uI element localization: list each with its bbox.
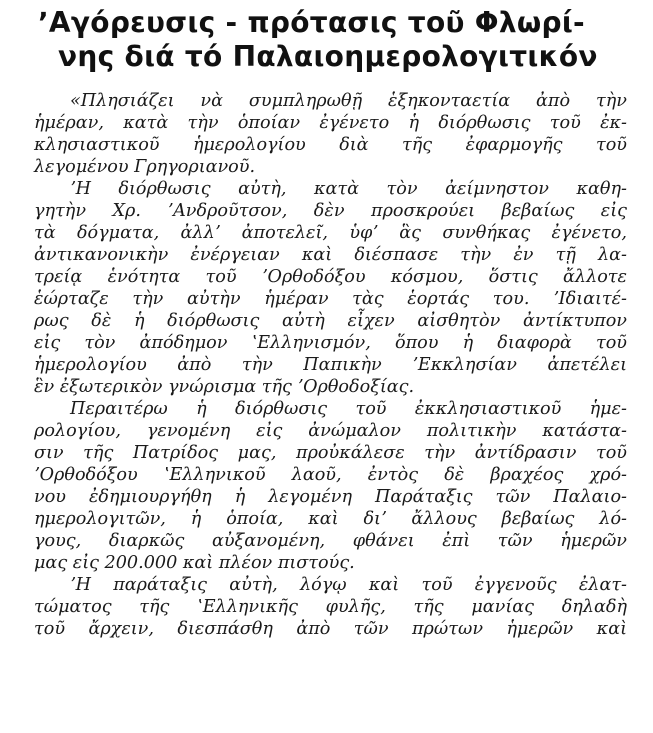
text-line: ἀντικανονικὴν ἐνέργειαν καὶ διέσπασε τὴν ἐν τῇ λα- bbox=[34, 245, 627, 265]
text-line: Περαιτέρω ἡ διόρθωσις τοῦ ἐκκλησιαστικοῦ ἡμε- bbox=[70, 399, 627, 419]
text-line: κλησιαστικοῦ ἡμερολογίου διὰ τῆς ἐφαρμογῆς τοῦ bbox=[34, 135, 627, 155]
text-line: ἡμερολογίου ἀπὸ τὴν Παπικὴν ʼΕκκλησίαν ἀπετέλει bbox=[34, 355, 627, 375]
headline-line-1: ʼΑγόρευσις - πρότασις τοῦ Φλωρί- bbox=[38, 6, 585, 39]
text-line: ʼΟρθοδόξου ʽΕλληνικοῦ λαοῦ, ἐντὸς δὲ βραχέος χρό- bbox=[34, 465, 627, 485]
text-line: ημερολογιτῶν, ἡ ὁποία, καὶ διʼ ἄλλους βεβαίως λό- bbox=[34, 509, 627, 529]
text-line: γους, διαρκῶς αὐξανομένη, φθάνει ἐπὶ τῶν ἡμερῶν bbox=[34, 531, 627, 551]
headline-line-2: νης διά τό Παλαιοημερολογιτικόν bbox=[58, 40, 598, 73]
text-line: τρείᾳ ἑνότητα τοῦ ʼΟρθοδόξου κόσμου, ὅστις ἄλλοτε bbox=[34, 267, 627, 287]
paragraph-1 bbox=[34, 90, 627, 178]
paragraph-3 bbox=[34, 398, 627, 574]
text-line: νου ἐδημιουργήθη ἡ λεγομένη Παράταξις τῶν Παλαιο- bbox=[34, 487, 627, 507]
text-line: τὰ δόγματα, ἀλλʼ ἀποτελεῖ, ὑφʼ ἃς συνθήκας ἐγένετο, bbox=[34, 223, 627, 243]
article-body bbox=[34, 90, 627, 640]
text-line: ἓν ἐξωτερικὸν γνώρισμα τῆς ʼΟρθοδοξίας. bbox=[34, 377, 415, 397]
text-line: ʼΗ διόρθωσις αὐτὴ, κατὰ τὸν ἀείμνηστον καθη- bbox=[70, 179, 627, 199]
text-line: γητὴν Χρ. ʼΑνδροῦτσον, δὲν προσκρούει βεβαίως εἰς bbox=[34, 201, 627, 221]
text-line: τώματος τῆς ʽΕλληνικῆς φυλῆς, τῆς μανίας δηλαδὴ bbox=[34, 597, 627, 617]
article-headline bbox=[34, 6, 627, 74]
text-line: «Πλησιάζει νὰ συμπληρωθῇ ἑξηκονταετία ἀπὸ τὴν bbox=[70, 91, 627, 111]
text-line: ἡμέραν, κατὰ τὴν ὁποίαν ἐγένετο ἡ διόρθωσις τοῦ ἐκ- bbox=[34, 113, 627, 133]
paragraph-4 bbox=[34, 574, 627, 640]
text-line: ρολογίου, γενομένη εἰς ἀνώμαλον πολιτικὴν κατάστα- bbox=[34, 421, 627, 441]
text-line: σιν τῆς Πατρίδος μας, προὐκάλεσε τὴν ἀντίδρασιν τοῦ bbox=[34, 443, 627, 463]
text-line: εἰς τὸν ἀπόδημον ʽΕλληνισμόν, ὅπου ἡ διαφορὰ τοῦ bbox=[34, 333, 627, 353]
paragraph-2 bbox=[34, 178, 627, 398]
text-line: ʼΗ παράταξις αὐτὴ, λόγῳ καὶ τοῦ ἐγγενοῦς ἐλατ- bbox=[70, 575, 627, 595]
text-line: ἑώρταζε τὴν αὐτὴν ἡμέραν τὰς ἑορτάς του. ʼΙδιαιτέ- bbox=[34, 289, 627, 309]
text-line: τοῦ ἄρχειν, διεσπάσθη ἀπὸ τῶν πρώτων ἡμερῶν καὶ bbox=[34, 619, 627, 639]
text-line: ρως δὲ ἡ διόρθωσις αὐτὴ εἶχεν αἰσθητὸν ἀντίκτυπον bbox=[34, 311, 627, 331]
text-line: μας εἰς 200.000 καὶ πλέον πιστούς. bbox=[34, 553, 355, 573]
text-line: λεγομένου Γρηγοριανοῦ. bbox=[34, 157, 256, 177]
